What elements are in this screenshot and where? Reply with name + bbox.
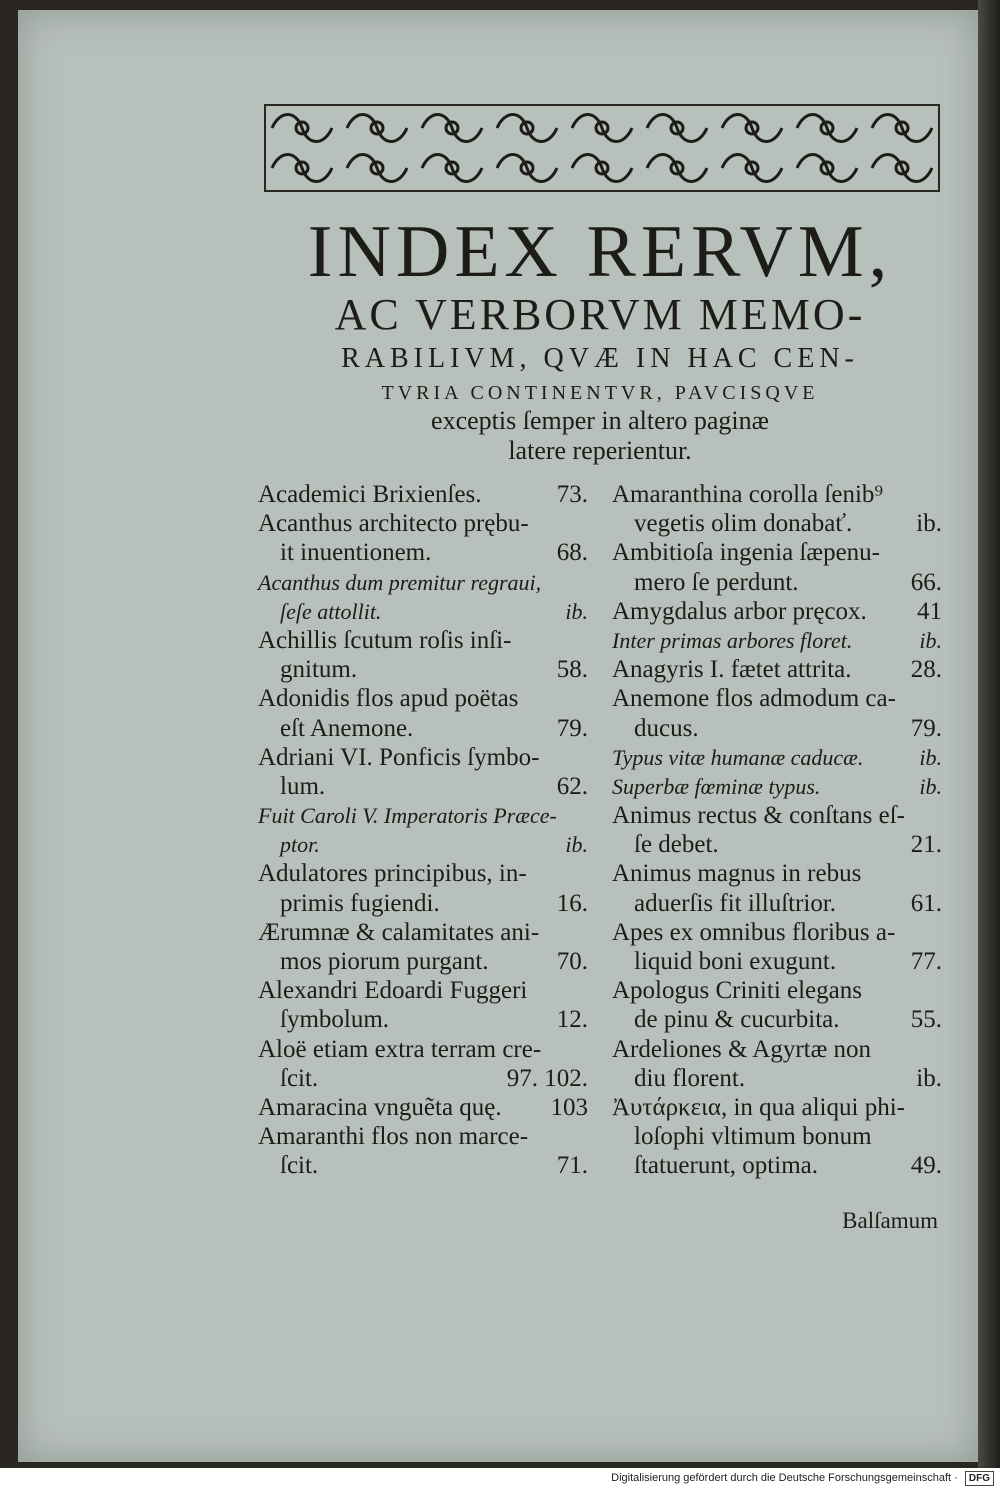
index-entry (258, 801, 588, 830)
index-entry-text: loſophi vltimum bonum (634, 1123, 872, 1151)
index-entry-text: eſt Anemone. (280, 714, 414, 742)
index-entry-page: 21. (910, 831, 942, 859)
index-entry (258, 859, 588, 888)
index-entry (258, 1005, 588, 1034)
index-entry (612, 772, 942, 801)
index-entry-page: ib. (919, 773, 942, 799)
index-entry-text: primis fugiendi. (280, 889, 440, 917)
ornament-scroll (722, 155, 782, 182)
index-entry-text: Apologus Criniti elegans (612, 977, 862, 1005)
ornament-scroll (272, 155, 332, 182)
ornament-scroll (347, 155, 407, 182)
ornament-scroll (872, 155, 932, 182)
index-column-right (612, 480, 942, 1181)
index-entry-page: 73. (556, 481, 588, 508)
index-entry-text: Amaranthina corolla ſenib⁹ (612, 481, 884, 508)
index-entry-text: Ærumnæ & calamitates ani- (258, 918, 540, 946)
ornament-scroll (647, 155, 707, 182)
index-entry-text: de pinu & cucurbita. (634, 1006, 840, 1034)
index-subtitle-line-4: exceptis ſemper in altero paginæ (431, 406, 769, 435)
index-entry (612, 684, 942, 713)
index-entry-text: Aloë etiam extra terram cre- (258, 1035, 542, 1063)
index-entry-text: Amygdalus arbor pręcox. (612, 597, 867, 625)
index-entry-text: ptor. (280, 832, 320, 858)
index-entry (612, 918, 942, 947)
index-entry-text: ſe debet. (634, 831, 719, 859)
ornament-scroll (797, 155, 857, 182)
index-entry-text: vegetis olim donabať. (634, 510, 853, 538)
index-entry-page: 79. (556, 714, 588, 742)
index-entry (258, 655, 588, 684)
ornament-scroll (572, 115, 632, 142)
index-entry (258, 1064, 588, 1093)
footer-credit: Digitalisierung gefördert durch die Deutsche Forschungsgemeinschaft (611, 1472, 952, 1484)
index-entry (258, 1151, 588, 1180)
index-subtitle-line-2: RABILIVM, QVÆ IN HAC CEN- (341, 343, 859, 374)
index-entry-text: Ambitioſa ingenia ſæpenu- (612, 539, 881, 567)
index-entry-page: 55. (910, 1006, 942, 1034)
digitization-footer: Digitalisierung gefördert durch die Deutsche Forschungsgemeinschaft · DFG (0, 1468, 1000, 1489)
index-entry-text: liquid boni exugunt. (634, 948, 837, 975)
index-entry-page: ib. (919, 627, 942, 653)
index-entry-text: ſeſe attollit. (280, 598, 382, 624)
ornament-scroll (572, 155, 632, 182)
index-entry-page: 12. (556, 1006, 588, 1034)
index-entry (258, 772, 588, 801)
ornament-scroll (497, 155, 557, 182)
index-entry (612, 1035, 942, 1064)
index-entry-page: 103 (550, 1093, 588, 1121)
index-entry-text: Amaranthi flos non marce- (258, 1123, 529, 1151)
index-entry-page: 97. 102. (506, 1064, 588, 1092)
index-subtitle-line-5: latere reperientur. (508, 436, 692, 465)
index-entry-text: mos piorum purgant. (280, 948, 489, 975)
index-entry-text: Acanthus architecto prębu- (258, 510, 529, 538)
index-entry (612, 480, 942, 509)
index-entry-text: ſcit. (280, 1064, 319, 1092)
index-entry-text: Acanthus dum premitur regraui, (258, 569, 542, 595)
index-entry-page: 77. (910, 948, 942, 975)
index-entry (258, 597, 588, 626)
index-entry (612, 1093, 942, 1122)
index-entry-page: ib. (565, 598, 588, 624)
index-entry-text: ſcit. (280, 1152, 319, 1180)
index-entry (258, 976, 588, 1005)
index-entry-page: ib. (565, 832, 588, 858)
index-entry-text: Superbæ fœminæ typus. (612, 773, 821, 799)
index-entry (258, 538, 588, 567)
index-entry-text: Animus magnus in rebus (612, 860, 862, 888)
ornament-scroll (497, 115, 557, 142)
index-entry-text: ſtatuerunt, optima. (634, 1152, 818, 1180)
index-subtitle-line-3: TVRIA CONTINENTVR, PAVCISQVE (381, 382, 819, 404)
index-entry-text: Animus rectus & conſtans eſ- (612, 802, 905, 830)
index-entry (612, 626, 942, 655)
index-entry (612, 1005, 942, 1034)
ornament-scroll (347, 115, 407, 142)
ornament-scroll (647, 115, 707, 142)
index-entry-text: Amaracina vnguẽta quę. (258, 1093, 502, 1121)
index-entry-page: ib. (916, 510, 942, 538)
index-entry (258, 1035, 588, 1064)
index-entry-page: 62. (556, 772, 588, 800)
ornament-scroll (797, 115, 857, 142)
index-entry (612, 1122, 942, 1151)
index-entry (258, 509, 588, 538)
index-entry (612, 714, 942, 743)
index-entry-text: Typus vitæ humanæ caducæ. (612, 744, 864, 770)
index-entry-text: gnitum. (280, 656, 358, 684)
index-entry-page: 61. (910, 889, 942, 917)
ornamental-headpiece (264, 104, 940, 192)
index-entry-page: 41 (917, 597, 942, 625)
index-entry-text: Ardeliones & Agyrtæ non (612, 1035, 872, 1063)
index-entry-page: 71. (556, 1152, 588, 1180)
index-entry-text: Adonidis flos apud poëtas (258, 685, 519, 713)
index-entry (612, 568, 942, 597)
index-entry (612, 509, 942, 538)
index-entry-text: Fuit Caroli V. Imperatoris Præce- (258, 803, 557, 829)
index-entry (258, 714, 588, 743)
index-entry-page: 49. (910, 1152, 942, 1180)
index-column-left (258, 480, 588, 1181)
index-entry (258, 1093, 588, 1122)
ornament-scroll (422, 155, 482, 182)
index-entry-text: lum. (280, 772, 326, 800)
index-entry-text: Alexandri Edoardi Fuggeri (258, 977, 528, 1005)
index-entry-text: Ἀυτάρκεια, in qua aliqui phi- (612, 1093, 905, 1121)
ornament-scroll (872, 115, 932, 142)
index-entry-text: aduerſis fit illuſtrior. (634, 889, 837, 917)
index-entry-page: 68. (556, 539, 588, 567)
index-entry-text: diu florent. (634, 1064, 746, 1092)
index-entry (612, 1064, 942, 1093)
catchword: Balſamum (842, 1208, 938, 1233)
index-entry (612, 976, 942, 1005)
index-entry (612, 859, 942, 888)
index-entry-text: mero ſe perdunt. (634, 568, 799, 596)
ornament-scroll (422, 115, 482, 142)
index-entry-page: 58. (556, 656, 588, 684)
index-entry-text: ducus. (634, 714, 699, 742)
index-entry-text: Achillis ſcutum roſis inſi- (258, 626, 512, 654)
index-entry-text: Adriani VI. Ponficis ſymbo- (258, 743, 540, 771)
index-entry (258, 626, 588, 655)
index-entry-text: ſymbolum. (280, 1006, 390, 1034)
index-title: INDEX RERVM, (307, 211, 893, 293)
index-entry (612, 597, 942, 626)
ornament-scroll (272, 115, 332, 142)
index-entry-text: Inter primas arbores floret. (612, 627, 853, 653)
index-subtitle-line-1: AC VERBORVM MEMO- (334, 290, 866, 339)
index-entry-page: ib. (916, 1064, 942, 1092)
index-entry (258, 684, 588, 713)
index-entry (258, 568, 588, 597)
index-entry (612, 801, 942, 830)
index-entry (612, 538, 942, 567)
book-spine-edge (978, 0, 1000, 1468)
dfg-logo: DFG (965, 1471, 994, 1486)
index-entry-page: ib. (919, 744, 942, 770)
index-entry-page: 79. (910, 714, 942, 742)
index-entry (612, 1151, 942, 1180)
index-entry-page: 70. (556, 948, 588, 975)
ornament-scroll (722, 115, 782, 142)
index-entry (612, 947, 942, 976)
index-entry (258, 947, 588, 976)
index-entry-page: 28. (910, 656, 942, 684)
index-entry (612, 655, 942, 684)
index-entry (612, 743, 942, 772)
index-entry-text: it inuentionem. (280, 539, 432, 567)
index-entry-page: 16. (556, 889, 588, 917)
index-entry-page: 66. (910, 568, 942, 596)
index-entry (258, 1122, 588, 1151)
index-entry (258, 918, 588, 947)
index-entry (258, 743, 588, 772)
index-entry-text: Academici Brixienſes. (258, 481, 482, 508)
index-entry (258, 889, 588, 918)
index-entry-text: Anemone flos admodum ca- (612, 685, 896, 713)
index-entry-text: Apes ex omnibus floribus a- (612, 918, 896, 946)
index-entry-text: Anagyris I. fætet attrita. (612, 656, 852, 684)
index-entry (258, 480, 588, 509)
index-entry (258, 830, 588, 859)
index-entry-text: Adulatores principibus, in- (258, 860, 527, 888)
index-entry (612, 889, 942, 918)
index-entry (612, 830, 942, 859)
